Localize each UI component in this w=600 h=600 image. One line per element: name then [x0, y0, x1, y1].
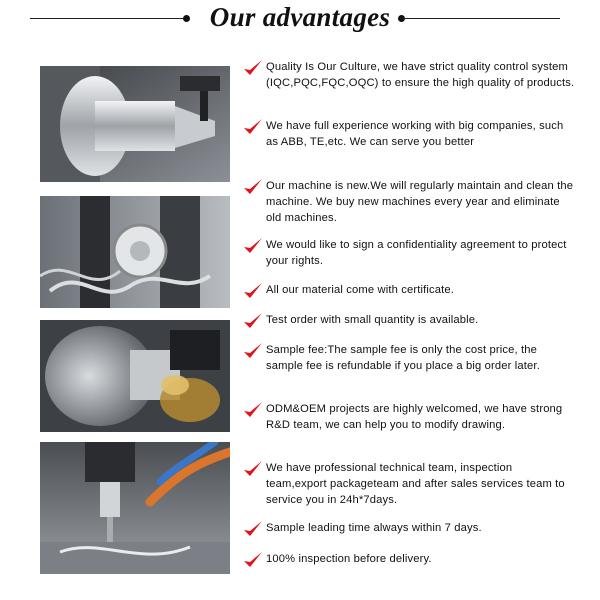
advantage-item: ODM&OEM projects are highly welcomed, we have strong R&D team, we can help you to modify drawing.: [242, 400, 582, 448]
red-check-icon: [242, 117, 264, 137]
advantage-item: Our machine is new.We will regularly maintain and clean the machine. We buy new machines every year and eliminate old machines.: [242, 177, 582, 225]
red-check-icon: [242, 550, 264, 570]
red-check-icon: [242, 519, 264, 539]
red-check-icon: [242, 177, 264, 197]
advantage-item: Sample leading time always within 7 days.: [242, 519, 582, 535]
cnc-coolant-nozzle-photo: [40, 442, 230, 574]
header-rule-right: [400, 18, 560, 19]
machine-spindle-photo: [40, 66, 230, 182]
advantage-item: Sample fee:The sample fee is only the cost price, the sample fee is refundable if you place a big order later.: [242, 341, 582, 389]
chip-milling-photo: [40, 196, 230, 308]
advantage-item: We would like to sign a confidentiality agreement to protect your rights.: [242, 236, 582, 268]
advantage-item: All our material come with certificate.: [242, 281, 582, 297]
red-check-icon: [242, 341, 264, 361]
red-check-icon: [242, 236, 264, 256]
advantage-item: Test order with small quantity is available.: [242, 311, 582, 327]
advantage-item: We have full experience working with big companies, such as ABB, TE,etc. We can serve you better: [242, 117, 582, 165]
advantage-item: 100% inspection before delivery.: [242, 550, 582, 566]
coolant-turning-photo: [40, 320, 230, 432]
red-check-icon: [242, 281, 264, 301]
red-check-icon: [242, 459, 264, 479]
red-check-icon: [242, 311, 264, 331]
red-check-icon: [242, 400, 264, 420]
advantage-item: Quality Is Our Culture, we have strict quality control system (IQC,PQC,FQC,OQC) to ensure the high quality of products.: [242, 58, 582, 106]
red-check-icon: [242, 58, 264, 78]
page-title: Our advantages: [209, 2, 391, 32]
advantage-item: We have professional technical team, inspection team,export packageteam and after sales services team to service you in 24h*7days.: [242, 459, 582, 507]
